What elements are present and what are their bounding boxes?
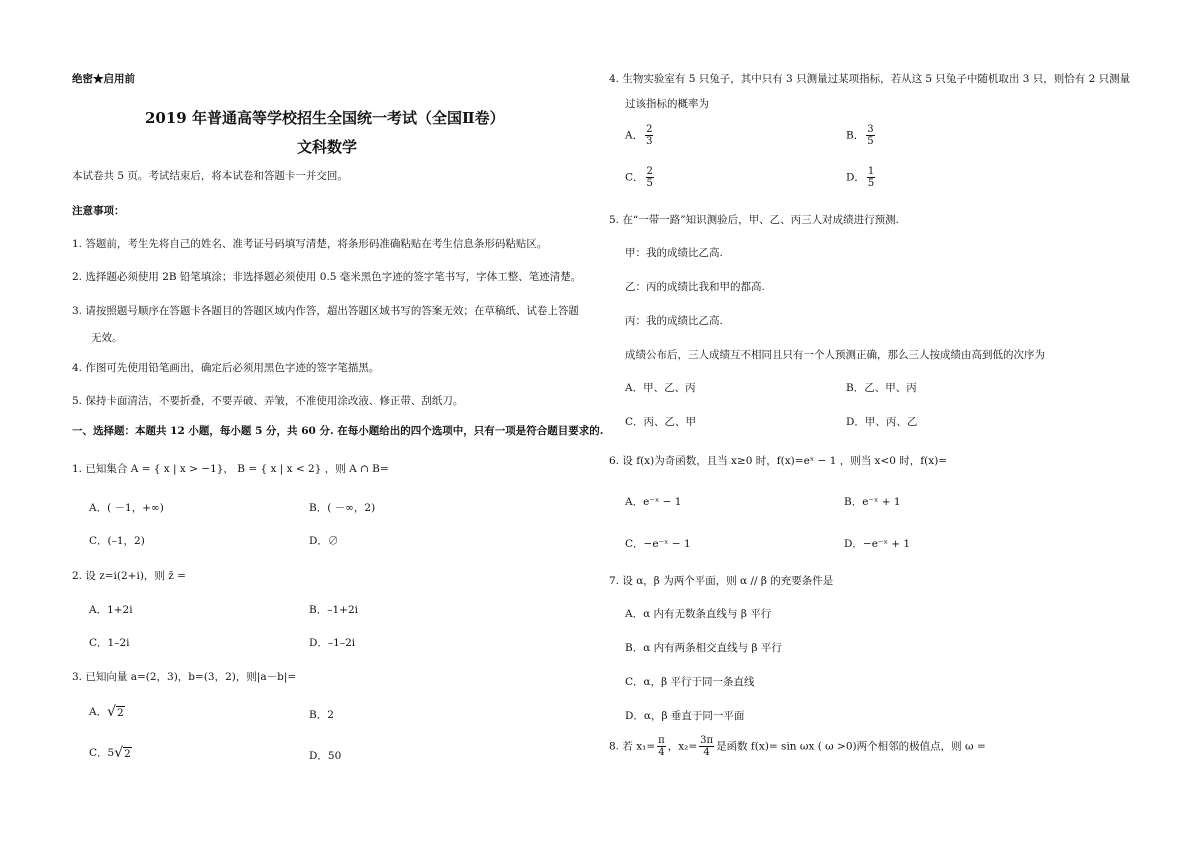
fraction <box>646 166 654 189</box>
q4-option-c <box>625 166 656 189</box>
note-item: 2. 选择题必须使用 2B 铅笔填涂；非选择题必须使用 0.5 毫米黑色字迹的签字笔书写，字体工整、笔迹清楚。 <box>72 271 582 283</box>
q4-option-a-label: A． <box>625 129 644 142</box>
note-item: 3. 请按照题号顺序在答题卡各题目的答题区域内作答，超出答题区域书写的答案无效；在草稿纸、试卷上答题 <box>72 305 579 317</box>
q2-option-b: B．–1+2i <box>309 604 358 616</box>
q4-option-d <box>846 166 877 189</box>
q7-option-d: D．α，β 垂直于同一平面 <box>625 710 745 722</box>
question-4-stem: 4. 生物实验室有 5 只兔子，其中只有 3 只测量过某项指标，若从这 5 只兔子中随机取出 3 只，则恰有 2 只测量 <box>609 73 1131 85</box>
exam-subtitle: 文科数学 <box>297 138 358 156</box>
q3-option-b: B．2 <box>309 709 334 721</box>
exam-title: 2019 年普通高等学校招生全国统一考试（全国Ⅱ卷） <box>145 109 505 127</box>
question-3-stem: 3. 已知向量 a=(2，3)，b=(3，2)，则|a－b|= <box>72 671 297 683</box>
denominator: 3 <box>646 136 653 147</box>
note-item: 5. 保持卡面清洁，不要折叠，不要弄破、弄皱，不准使用涂改液、修正带、刮纸刀。 <box>72 395 464 407</box>
q6-option-c: C．−e⁻ˣ − 1 <box>625 538 691 550</box>
denominator: 5 <box>867 136 874 147</box>
fraction <box>867 166 875 189</box>
q4-option-c-label: C． <box>625 171 644 184</box>
q5-statement-jia: 甲：我的成绩比乙高. <box>625 247 723 259</box>
q5-statement-bing: 丙：我的成绩比乙高. <box>625 315 723 327</box>
q6-option-b: B．e⁻ˣ + 1 <box>844 496 901 508</box>
q7-option-a: A．α 内有无数条直线与 β 平行 <box>625 608 772 620</box>
q4-option-a <box>625 124 655 147</box>
q3-option-a-radicand: 2 <box>117 707 124 719</box>
sqrt-symbol: √ 2 <box>114 745 131 761</box>
q2-option-a: A．1+2i <box>89 604 133 616</box>
q4-option-d-label: D． <box>846 171 865 184</box>
numerator: 3π <box>700 735 714 746</box>
q5-result: 成绩公布后，三人成绩互不相同且只有一个人预测正确，那么三人按成绩由高到低的次序为 <box>625 349 1045 361</box>
q5-option-a: A．甲、乙、丙 <box>625 382 696 394</box>
note-item: 4. 作图可先使用铅笔画出，确定后必须用黑色字迹的签字笔描黑。 <box>72 362 380 374</box>
q1-option-b: B．( －∞，2) <box>309 502 376 514</box>
fraction <box>645 124 653 147</box>
denominator: 5 <box>867 178 875 189</box>
q3-option-c-label: C．5 <box>89 747 115 759</box>
sqrt-symbol: √ 2 <box>107 704 124 720</box>
q5-statement-yi: 乙：丙的成绩比我和甲的都高. <box>625 281 765 293</box>
q1-option-c: C．(–1，2) <box>89 535 145 547</box>
q3-option-a-label: A． <box>89 706 108 718</box>
question-7-stem: 7. 设 α，β 为两个平面，则 α // β 的充要条件是 <box>609 575 834 587</box>
denominator: 4 <box>703 747 710 758</box>
q8-mid: ，x₂= <box>667 740 698 753</box>
numerator: 3 <box>867 124 874 135</box>
fraction <box>699 735 714 758</box>
q3-option-c-radicand: 2 <box>124 748 131 760</box>
q6-option-a: A．e⁻ˣ − 1 <box>625 496 682 508</box>
q8-suffix: 是函数 f(x)= sin ωx ( ω >0)两个相邻的极值点，则 ω = <box>716 740 986 753</box>
numerator: π <box>658 735 665 746</box>
q3-option-c <box>89 745 132 760</box>
notes-heading: 注意事项： <box>72 205 125 217</box>
question-5-stem: 5. 在“一带一路”知识测验后，甲、乙、丙三人对成绩进行预测. <box>609 214 899 226</box>
numerator: 1 <box>867 166 875 177</box>
numerator: 2 <box>646 166 653 177</box>
q1-option-d: D．∅ <box>309 535 339 547</box>
q5-option-d: D．甲、丙、乙 <box>846 416 918 428</box>
question-4-stem-cont: 过该指标的概率为 <box>625 98 709 110</box>
fraction <box>657 735 666 758</box>
question-2-stem: 2. 设 z=i(2+i)，则 z̄ = <box>72 570 186 582</box>
confidential-label: 绝密★启用前 <box>72 73 135 85</box>
q8-prefix: 8. 若 x₁= <box>609 740 656 753</box>
intro-text: 本试卷共 5 页。考试结束后，将本试卷和答题卡一并交回。 <box>72 170 348 182</box>
q6-option-d: D．−e⁻ˣ + 1 <box>844 538 911 550</box>
q5-option-c: C．丙、乙、甲 <box>625 416 697 428</box>
numerator: 2 <box>646 124 653 135</box>
question-6-stem: 6. 设 f(x)为奇函数，且当 x≥0 时，f(x)=eˣ − 1 ，则当 x<0 时，f(x)= <box>609 455 948 467</box>
note-item-continued: 无效。 <box>91 332 123 344</box>
q2-option-c: C．1–2i <box>89 637 130 649</box>
section-heading: 一、选择题：本题共 12 小题，每小题 5 分，共 60 分. 在每小题给出的四个选项中，只有一项是符合题目要求的. <box>72 425 604 437</box>
note-item: 1. 答题前，考生先将自己的姓名、准考证号码填写清楚，将条形码准确粘贴在考生信息条形码粘贴区。 <box>72 238 548 250</box>
q3-option-a <box>89 704 125 719</box>
denominator: 5 <box>646 178 653 189</box>
q7-option-b: B．α 内有两条相交直线与 β 平行 <box>625 642 782 654</box>
q7-option-c: C．α，β 平行于同一条直线 <box>625 676 755 688</box>
q4-option-b <box>846 124 877 147</box>
q1-option-a: A．( －1，+∞) <box>89 502 164 514</box>
denominator: 4 <box>658 747 665 758</box>
q3-option-d: D．50 <box>309 750 342 762</box>
q4-option-b-label: B． <box>846 129 865 142</box>
fraction <box>866 124 874 147</box>
q2-option-d: D．–1–2i <box>309 637 356 649</box>
question-8-stem <box>609 735 986 758</box>
q5-option-b: B．乙、甲、丙 <box>846 382 917 394</box>
question-1-stem: 1. 已知集合 A = { x | x > −1}， B = { x | x < 2} ，则 A ∩ B= <box>72 463 389 475</box>
